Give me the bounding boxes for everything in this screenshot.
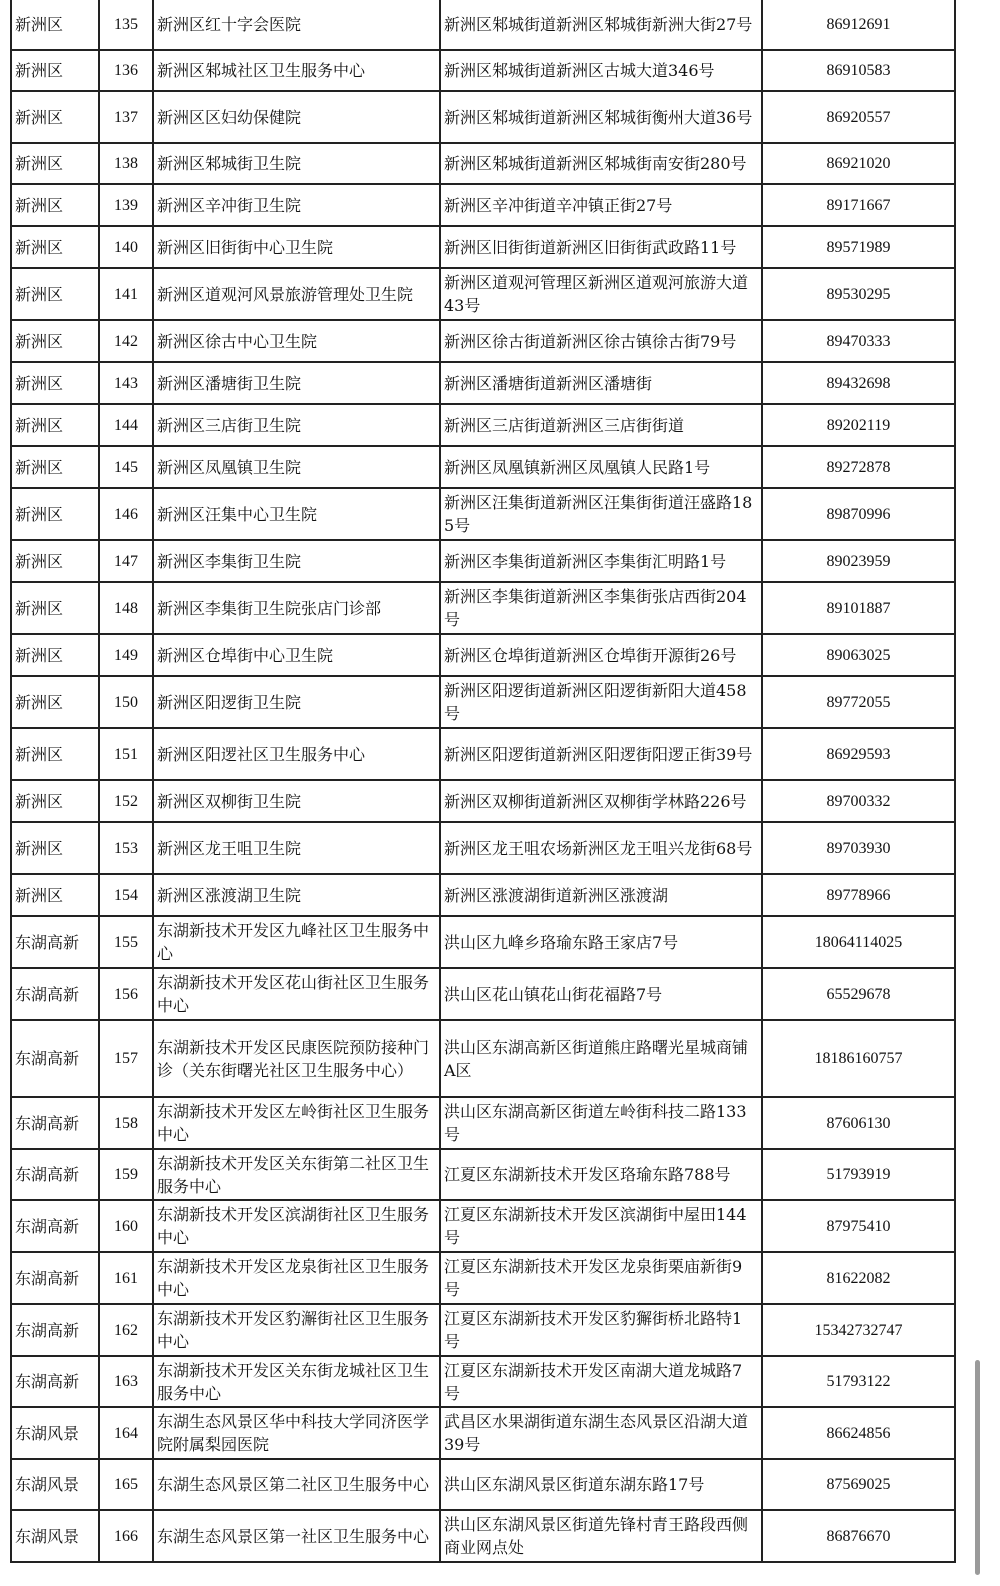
table-body bbox=[11, 0, 955, 1562]
address-cell: 新洲区龙王咀农场新洲区龙王咀兴龙街68号 bbox=[440, 822, 762, 874]
phone-cell: 86912691 bbox=[762, 0, 955, 50]
serial-number-cell: 165 bbox=[99, 1459, 153, 1510]
district-cell: 新洲区 bbox=[11, 320, 99, 362]
district-cell: 新洲区 bbox=[11, 268, 99, 320]
phone-cell: 89530295 bbox=[762, 268, 955, 320]
district-cell: 东湖高新 bbox=[11, 1252, 99, 1304]
district-cell: 东湖高新 bbox=[11, 968, 99, 1020]
phone-cell: 89202119 bbox=[762, 404, 955, 446]
institution-name-cell: 新洲区涨渡湖卫生院 bbox=[153, 874, 440, 916]
clinic-table bbox=[10, 0, 956, 1563]
institution-name-cell: 新洲区阳逻街卫生院 bbox=[153, 676, 440, 728]
serial-number-cell: 146 bbox=[99, 488, 153, 540]
institution-name-cell: 东湖新技术开发区龙泉街社区卫生服务中心 bbox=[153, 1252, 440, 1304]
serial-number-cell: 163 bbox=[99, 1356, 153, 1407]
district-cell: 新洲区 bbox=[11, 728, 99, 780]
table-row bbox=[11, 1200, 955, 1252]
address-cell: 新洲区李集街道新洲区李集街张店西街204号 bbox=[440, 582, 762, 634]
institution-name-cell: 东湖新技术开发区关东街第二社区卫生服务中心 bbox=[153, 1149, 440, 1200]
district-cell: 东湖高新 bbox=[11, 916, 99, 968]
district-cell: 新洲区 bbox=[11, 634, 99, 676]
table-row bbox=[11, 91, 955, 143]
address-cell: 洪山区东湖风景区街道先锋村青王路段西侧商业网点处 bbox=[440, 1510, 762, 1562]
address-cell: 江夏区东湖新技术开发区珞瑜东路788号 bbox=[440, 1149, 762, 1200]
district-cell: 东湖高新 bbox=[11, 1304, 99, 1356]
phone-cell: 86920557 bbox=[762, 91, 955, 143]
serial-number-cell: 142 bbox=[99, 320, 153, 362]
address-cell: 新洲区双柳街道新洲区双柳街学林路226号 bbox=[440, 780, 762, 822]
phone-cell: 89700332 bbox=[762, 780, 955, 822]
institution-name-cell: 东湖新技术开发区关东街龙城社区卫生服务中心 bbox=[153, 1356, 440, 1407]
table-row bbox=[11, 1407, 955, 1459]
address-cell: 新洲区凤凰镇新洲区凤凰镇人民路1号 bbox=[440, 446, 762, 488]
phone-cell: 89171667 bbox=[762, 184, 955, 226]
table-row bbox=[11, 968, 955, 1020]
phone-cell: 89778966 bbox=[762, 874, 955, 916]
serial-number-cell: 155 bbox=[99, 916, 153, 968]
phone-cell: 18064114025 bbox=[762, 916, 955, 968]
phone-cell: 51793919 bbox=[762, 1149, 955, 1200]
table-row bbox=[11, 184, 955, 226]
district-cell: 新洲区 bbox=[11, 822, 99, 874]
institution-name-cell: 新洲区邾城社区卫生服务中心 bbox=[153, 50, 440, 91]
serial-number-cell: 153 bbox=[99, 822, 153, 874]
address-cell: 武昌区水果湖街道东湖生态风景区沿湖大道39号 bbox=[440, 1407, 762, 1459]
serial-number-cell: 139 bbox=[99, 184, 153, 226]
serial-number-cell: 143 bbox=[99, 362, 153, 404]
phone-cell: 87975410 bbox=[762, 1200, 955, 1252]
institution-name-cell: 新洲区道观河风景旅游管理处卫生院 bbox=[153, 268, 440, 320]
address-cell: 新洲区邾城街道新洲区古城大道346号 bbox=[440, 50, 762, 91]
address-cell: 洪山区花山镇花山街花福路7号 bbox=[440, 968, 762, 1020]
district-cell: 新洲区 bbox=[11, 143, 99, 184]
district-cell: 东湖风景 bbox=[11, 1407, 99, 1459]
table-row bbox=[11, 1149, 955, 1200]
institution-name-cell: 东湖生态风景区第一社区卫生服务中心 bbox=[153, 1510, 440, 1562]
phone-cell: 86876670 bbox=[762, 1510, 955, 1562]
serial-number-cell: 149 bbox=[99, 634, 153, 676]
institution-name-cell: 新洲区李集街卫生院 bbox=[153, 540, 440, 582]
serial-number-cell: 147 bbox=[99, 540, 153, 582]
address-cell: 新洲区阳逻街道新洲区阳逻街新阳大道458号 bbox=[440, 676, 762, 728]
district-cell: 新洲区 bbox=[11, 362, 99, 404]
district-cell: 新洲区 bbox=[11, 184, 99, 226]
table-row bbox=[11, 1356, 955, 1407]
district-cell: 新洲区 bbox=[11, 676, 99, 728]
institution-name-cell: 新洲区邾城街卫生院 bbox=[153, 143, 440, 184]
district-cell: 新洲区 bbox=[11, 540, 99, 582]
table-row bbox=[11, 1510, 955, 1562]
address-cell: 新洲区阳逻街道新洲区阳逻街阳逻正街39号 bbox=[440, 728, 762, 780]
district-cell: 东湖高新 bbox=[11, 1097, 99, 1149]
serial-number-cell: 140 bbox=[99, 226, 153, 268]
address-cell: 江夏区东湖新技术开发区豹獬街桥北路特1号 bbox=[440, 1304, 762, 1356]
address-cell: 新洲区李集街道新洲区李集街汇明路1号 bbox=[440, 540, 762, 582]
serial-number-cell: 137 bbox=[99, 91, 153, 143]
phone-cell: 86929593 bbox=[762, 728, 955, 780]
district-cell: 新洲区 bbox=[11, 50, 99, 91]
address-cell: 新洲区邾城街道新洲区邾城街新洲大街27号 bbox=[440, 0, 762, 50]
table-row bbox=[11, 320, 955, 362]
serial-number-cell: 154 bbox=[99, 874, 153, 916]
table-row bbox=[11, 582, 955, 634]
address-cell: 洪山区东湖高新区街道熊庄路曙光星城商铺A区 bbox=[440, 1020, 762, 1097]
district-cell: 东湖风景 bbox=[11, 1459, 99, 1510]
address-cell: 新洲区邾城街道新洲区邾城街南安街280号 bbox=[440, 143, 762, 184]
institution-name-cell: 新洲区汪集中心卫生院 bbox=[153, 488, 440, 540]
serial-number-cell: 148 bbox=[99, 582, 153, 634]
institution-name-cell: 东湖新技术开发区滨湖街社区卫生服务中心 bbox=[153, 1200, 440, 1252]
district-cell: 新洲区 bbox=[11, 582, 99, 634]
address-cell: 新洲区潘塘街道新洲区潘塘街 bbox=[440, 362, 762, 404]
serial-number-cell: 136 bbox=[99, 50, 153, 91]
address-cell: 新洲区徐古街道新洲区徐古镇徐古街79号 bbox=[440, 320, 762, 362]
phone-cell: 15342732747 bbox=[762, 1304, 955, 1356]
serial-number-cell: 162 bbox=[99, 1304, 153, 1356]
serial-number-cell: 156 bbox=[99, 968, 153, 1020]
institution-name-cell: 东湖新技术开发区民康医院预防接种门诊（关东街曙光社区卫生服务中心） bbox=[153, 1020, 440, 1097]
phone-cell: 89272878 bbox=[762, 446, 955, 488]
serial-number-cell: 160 bbox=[99, 1200, 153, 1252]
address-cell: 江夏区东湖新技术开发区南湖大道龙城路7号 bbox=[440, 1356, 762, 1407]
institution-name-cell: 新洲区旧街街中心卫生院 bbox=[153, 226, 440, 268]
table-row bbox=[11, 634, 955, 676]
address-cell: 新洲区道观河管理区新洲区道观河旅游大道43号 bbox=[440, 268, 762, 320]
institution-name-cell: 新洲区区妇幼保健院 bbox=[153, 91, 440, 143]
phone-cell: 51793122 bbox=[762, 1356, 955, 1407]
phone-cell: 18186160757 bbox=[762, 1020, 955, 1097]
table-row bbox=[11, 1304, 955, 1356]
table-row bbox=[11, 0, 955, 50]
phone-cell: 87569025 bbox=[762, 1459, 955, 1510]
district-cell: 东湖高新 bbox=[11, 1200, 99, 1252]
table-row bbox=[11, 446, 955, 488]
phone-cell: 87606130 bbox=[762, 1097, 955, 1149]
phone-cell: 65529678 bbox=[762, 968, 955, 1020]
district-cell: 东湖高新 bbox=[11, 1356, 99, 1407]
phone-cell: 89023959 bbox=[762, 540, 955, 582]
table-row bbox=[11, 676, 955, 728]
phone-cell: 81622082 bbox=[762, 1252, 955, 1304]
table-row bbox=[11, 268, 955, 320]
serial-number-cell: 152 bbox=[99, 780, 153, 822]
address-cell: 新洲区旧街街道新洲区旧街街武政路11号 bbox=[440, 226, 762, 268]
institution-name-cell: 新洲区阳逻社区卫生服务中心 bbox=[153, 728, 440, 780]
table-row bbox=[11, 50, 955, 91]
phone-cell: 89571989 bbox=[762, 226, 955, 268]
institution-name-cell: 东湖新技术开发区花山街社区卫生服务中心 bbox=[153, 968, 440, 1020]
district-cell: 东湖风景 bbox=[11, 1510, 99, 1562]
address-cell: 新洲区涨渡湖街道新洲区涨渡湖 bbox=[440, 874, 762, 916]
district-cell: 新洲区 bbox=[11, 446, 99, 488]
serial-number-cell: 144 bbox=[99, 404, 153, 446]
table-row bbox=[11, 874, 955, 916]
serial-number-cell: 164 bbox=[99, 1407, 153, 1459]
table-row bbox=[11, 822, 955, 874]
address-cell: 新洲区邾城街道新洲区邾城街衡州大道36号 bbox=[440, 91, 762, 143]
serial-number-cell: 158 bbox=[99, 1097, 153, 1149]
table-row bbox=[11, 916, 955, 968]
table-row bbox=[11, 362, 955, 404]
phone-cell: 89101887 bbox=[762, 582, 955, 634]
table-row bbox=[11, 1020, 955, 1097]
institution-name-cell: 东湖新技术开发区九峰社区卫生服务中心 bbox=[153, 916, 440, 968]
table-row bbox=[11, 1252, 955, 1304]
institution-name-cell: 东湖新技术开发区左岭街社区卫生服务中心 bbox=[153, 1097, 440, 1149]
table-row bbox=[11, 404, 955, 446]
table-row bbox=[11, 488, 955, 540]
serial-number-cell: 151 bbox=[99, 728, 153, 780]
serial-number-cell: 141 bbox=[99, 268, 153, 320]
district-cell: 新洲区 bbox=[11, 91, 99, 143]
institution-name-cell: 新洲区辛冲街卫生院 bbox=[153, 184, 440, 226]
institution-name-cell: 新洲区仓埠街中心卫生院 bbox=[153, 634, 440, 676]
institution-name-cell: 新洲区龙王咀卫生院 bbox=[153, 822, 440, 874]
district-cell: 新洲区 bbox=[11, 404, 99, 446]
district-cell: 新洲区 bbox=[11, 780, 99, 822]
serial-number-cell: 159 bbox=[99, 1149, 153, 1200]
table-row bbox=[11, 728, 955, 780]
address-cell: 江夏区东湖新技术开发区龙泉街栗庙新街9号 bbox=[440, 1252, 762, 1304]
address-cell: 新洲区汪集街道新洲区汪集街街道汪盛路185号 bbox=[440, 488, 762, 540]
institution-name-cell: 新洲区徐古中心卫生院 bbox=[153, 320, 440, 362]
table-row bbox=[11, 1097, 955, 1149]
district-cell: 新洲区 bbox=[11, 874, 99, 916]
district-cell: 新洲区 bbox=[11, 226, 99, 268]
phone-cell: 89703930 bbox=[762, 822, 955, 874]
serial-number-cell: 157 bbox=[99, 1020, 153, 1097]
phone-cell: 89870996 bbox=[762, 488, 955, 540]
table-row bbox=[11, 780, 955, 822]
phone-cell: 86921020 bbox=[762, 143, 955, 184]
institution-name-cell: 新洲区红十字会医院 bbox=[153, 0, 440, 50]
institution-name-cell: 东湖生态风景区第二社区卫生服务中心 bbox=[153, 1459, 440, 1510]
address-cell: 新洲区辛冲街道辛冲镇正街27号 bbox=[440, 184, 762, 226]
phone-cell: 89772055 bbox=[762, 676, 955, 728]
institution-name-cell: 新洲区双柳街卫生院 bbox=[153, 780, 440, 822]
phone-cell: 89063025 bbox=[762, 634, 955, 676]
institution-name-cell: 东湖新技术开发区豹澥街社区卫生服务中心 bbox=[153, 1304, 440, 1356]
institution-name-cell: 新洲区三店街卫生院 bbox=[153, 404, 440, 446]
address-cell: 新洲区仓埠街道新洲区仓埠街开源街26号 bbox=[440, 634, 762, 676]
serial-number-cell: 138 bbox=[99, 143, 153, 184]
phone-cell: 89432698 bbox=[762, 362, 955, 404]
table-row bbox=[11, 143, 955, 184]
table-row bbox=[11, 1459, 955, 1510]
institution-name-cell: 新洲区潘塘街卫生院 bbox=[153, 362, 440, 404]
serial-number-cell: 150 bbox=[99, 676, 153, 728]
phone-cell: 86624856 bbox=[762, 1407, 955, 1459]
institution-name-cell: 东湖生态风景区华中科技大学同济医学院附属梨园医院 bbox=[153, 1407, 440, 1459]
address-cell: 洪山区东湖风景区街道东湖东路17号 bbox=[440, 1459, 762, 1510]
phone-cell: 86910583 bbox=[762, 50, 955, 91]
table-row bbox=[11, 540, 955, 582]
address-cell: 江夏区东湖新技术开发区滨湖街中屋田144号 bbox=[440, 1200, 762, 1252]
serial-number-cell: 145 bbox=[99, 446, 153, 488]
district-cell: 东湖高新 bbox=[11, 1020, 99, 1097]
district-cell: 东湖高新 bbox=[11, 1149, 99, 1200]
institution-name-cell: 新洲区李集街卫生院张店门诊部 bbox=[153, 582, 440, 634]
district-cell: 新洲区 bbox=[11, 0, 99, 50]
district-cell: 新洲区 bbox=[11, 488, 99, 540]
phone-cell: 89470333 bbox=[762, 320, 955, 362]
address-cell: 洪山区九峰乡珞瑜东路王家店7号 bbox=[440, 916, 762, 968]
address-cell: 洪山区东湖高新区街道左岭街科技二路133号 bbox=[440, 1097, 762, 1149]
institution-name-cell: 新洲区凤凰镇卫生院 bbox=[153, 446, 440, 488]
serial-number-cell: 166 bbox=[99, 1510, 153, 1562]
serial-number-cell: 161 bbox=[99, 1252, 153, 1304]
table-row bbox=[11, 226, 955, 268]
address-cell: 新洲区三店街道新洲区三店街街道 bbox=[440, 404, 762, 446]
serial-number-cell: 135 bbox=[99, 0, 153, 50]
vertical-scrollbar[interactable] bbox=[975, 1360, 980, 1575]
